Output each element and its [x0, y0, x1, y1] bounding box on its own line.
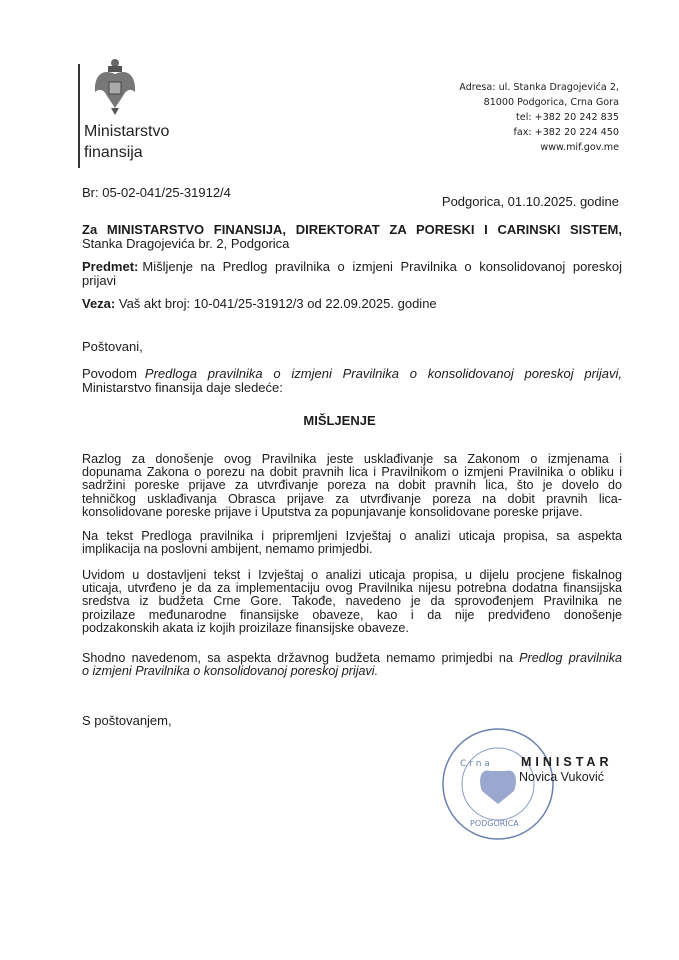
- subject-text-continued: prijavi: [82, 273, 116, 288]
- text-line: uticaja, utvrđeno je da za implementaciju ovog Pravilnika nijesu potrebna dodatna finansijska: [82, 581, 622, 596]
- address-line: 81000 Podgorica, Crna Gora: [483, 97, 619, 108]
- stamp-city: PODGORICA: [470, 819, 519, 828]
- text-line: dopunama Zakona o porezu na dobit pravnih lica i Pravilnikom o izmjeni Pravilnika o obliku i: [82, 465, 622, 480]
- phone: tel: +382 20 242 835: [516, 112, 619, 123]
- address-block: [459, 80, 619, 155]
- paragraph-3: [82, 569, 622, 635]
- paragraph-4: [82, 652, 622, 678]
- fax: fax: +382 20 224 450: [513, 127, 619, 138]
- address-line: Adresa: ul. Stanka Dragojevića 2,: [459, 82, 619, 93]
- intro-lead: Povodom: [82, 366, 137, 381]
- official-stamp: [440, 726, 556, 842]
- text-line: sredstva iz budžeta Crne Gore. Takođe, navedeno je da sprovođenjem Pravilnika ne: [82, 594, 622, 609]
- text-line: Uvidom u dostavljeni tekst i Izvještaj o analizi uticaja propisa, u dijelu procjene fiskalnog: [82, 568, 622, 582]
- reference: [82, 297, 437, 311]
- reference-number: Br: 05-02-041/25-31912/4: [82, 185, 231, 200]
- text-line: Razlog za donošenje ovog Pravilnika jeste usklađivanje sa Zakonom o izmjenama i: [82, 452, 622, 466]
- coat-of-arms-icon: [92, 58, 138, 116]
- reference-label: Veza:: [82, 296, 116, 311]
- document-date: Podgorica, 01.10.2025. godine: [441, 194, 619, 209]
- intro-line1: [82, 367, 622, 381]
- text-line: Na tekst Predloga pravilnika i pripremljeni Izvještaj o analizi uticaja propisa, sa aspekta: [82, 529, 622, 543]
- recipient-line1: Za MINISTARSTVO FINANSIJA, DIREKTORAT ZA PORESKI I CARINSKI SISTEM,: [82, 222, 622, 237]
- reference-text: Vaš akt broj: 10-041/25-31912/3 od 22.09.2025. godine: [118, 296, 437, 311]
- ministry-name-line2: finansija: [84, 144, 143, 161]
- text-line: proizilaze međunarodne finansijske obaveze, kao i da nije predviđeno donošenje: [82, 607, 622, 622]
- text-line: sadržini poreske prijave za utvrđivanje poreza na dobit pravnih lica, što je dovelo do: [82, 478, 622, 493]
- opinion-heading: MIŠLJENJE: [303, 413, 376, 428]
- regards: S poštovanjem,: [82, 713, 172, 728]
- signatory-name: Novica Vuković: [519, 770, 604, 784]
- text-line: tehničkog usklađivanja Obrasca prijave za utvrđivanje poreza na dobit pravnih lica-: [82, 491, 622, 506]
- intro-italic: Predloga pravilnika o izmjeni Pravilnika o konsolidovanoj poreskoj prijavi,: [144, 366, 622, 381]
- text-line: podzakonskih akata iz kojih proizilaze finansijske obaveze.: [82, 620, 409, 635]
- paragraph-2: [82, 530, 622, 556]
- ministry-name-line1: Ministarstvo: [84, 123, 170, 140]
- subject-label: Predmet:: [82, 259, 139, 274]
- greeting: Poštovani,: [82, 339, 143, 354]
- website: www.mif.gov.me: [540, 142, 619, 153]
- subject: [82, 260, 622, 274]
- closing-text: Shodno navedenom, sa aspekta državnog budžeta nemamo primjedbi na: [82, 651, 513, 665]
- paragraph-1: [82, 453, 622, 519]
- closing-italic: Predlog pravilnika: [519, 651, 622, 665]
- recipient-line2: Stanka Dragojevića br. 2, Podgorica: [82, 236, 290, 251]
- text-line: konsolidovane poreske prijave i Uputstva za popunjavanje konsolidovane poreske prijave.: [82, 504, 583, 519]
- closing-italic: o izmjeni Pravilnika o konsolidovanoj poreskoj prijavi.: [82, 664, 379, 679]
- subject-text: Mišljenje na Predlog pravilnika o izmjeni Pravilnika o konsolidovanoj poreskoj: [142, 259, 622, 274]
- intro-line2: Ministarstvo finansija daje sledeće:: [82, 380, 283, 395]
- signatory-title: MINISTAR: [521, 755, 613, 769]
- text-line: implikacija na poslovni ambijent, nemamo primjedbi.: [82, 542, 373, 557]
- stamp-text: C r n a: [460, 759, 490, 769]
- text-line: [82, 665, 622, 678]
- header-divider: [78, 64, 80, 168]
